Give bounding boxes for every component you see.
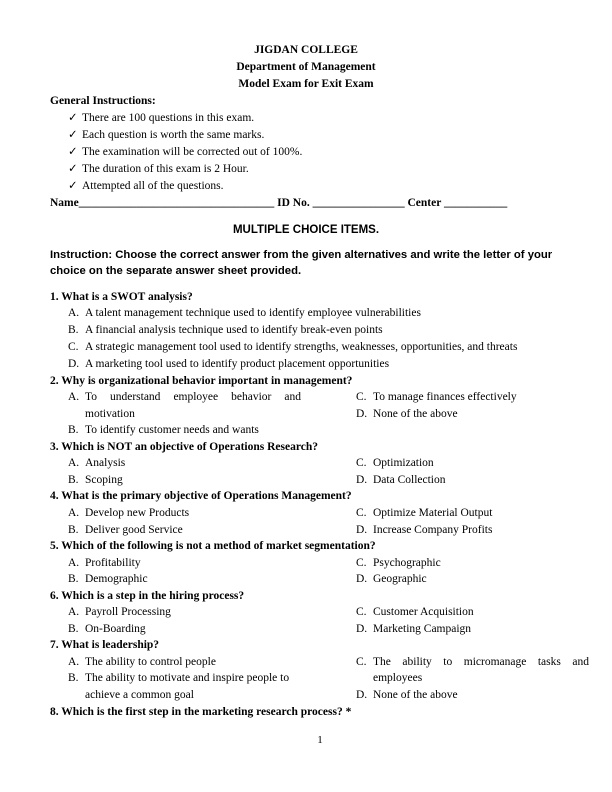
- exam-title: Model Exam for Exit Exam: [238, 78, 374, 90]
- question-1: 1. What is a SWOT analysis?: [50, 291, 193, 303]
- section-title: MULTIPLE CHOICE ITEMS.: [232, 224, 380, 236]
- section-instruction-line2: choice on the separate answer sheet provided.: [50, 265, 302, 277]
- question-5: 5. Which of the following is not a method of market segmentation?: [50, 540, 376, 552]
- q7-option-c-cont: employees: [373, 672, 423, 684]
- question-6: 6. Which is a step in the hiring process?: [50, 590, 245, 602]
- q7-option-c: C. The ability to micromanage tasks and: [356, 656, 589, 668]
- check-icon: ✓: [68, 129, 78, 141]
- q6-option-d: D. Marketing Campaign: [356, 623, 472, 635]
- id-blank[interactable]: ________________: [312, 197, 405, 209]
- q7-option-b: B. The ability to motivate and inspire people to: [68, 672, 290, 684]
- q6-option-b: B. On-Boarding: [68, 623, 146, 635]
- q7-option-d: D. None of the above: [356, 689, 458, 701]
- q2-option-a-cont: motivation: [85, 408, 135, 420]
- q2-option-c: C. To manage finances effectively: [356, 391, 517, 403]
- college-name: JIGDAN COLLEGE: [254, 44, 358, 56]
- question-3: 3. Which is NOT an objective of Operations Research?: [50, 441, 319, 453]
- page-number: 1: [317, 734, 323, 746]
- q4-option-d: D. Increase Company Profits: [356, 524, 493, 536]
- q5-option-c: C. Psychographic: [356, 557, 441, 569]
- q1-option-c: C. A strategic management tool used to identify strengths, weaknesses, opportunities, and threats: [68, 341, 518, 353]
- q1-option-a: A. A talent management technique used to identify employee vulnerabilities: [68, 307, 421, 319]
- q4-option-b: B. Deliver good Service: [68, 524, 183, 536]
- instruction-text: Each question is worth the same marks.: [82, 129, 265, 141]
- q3-option-a: A. Analysis: [68, 457, 126, 469]
- check-icon: ✓: [68, 146, 78, 158]
- q1-option-b: B. A financial analysis technique used to identify break-even points: [68, 324, 383, 336]
- name-label: Name: [50, 197, 79, 209]
- instruction-text: The duration of this exam is 2 Hour.: [82, 163, 249, 175]
- center-label: Center: [407, 197, 442, 209]
- question-8: 8. Which is the first step in the marketing research process? *: [50, 706, 352, 718]
- instruction-item: [68, 179, 224, 193]
- student-info-line: [50, 196, 507, 210]
- department-name: Department of Management: [236, 61, 376, 73]
- instruction-item: [68, 128, 264, 142]
- q3-option-b: B. Scoping: [68, 474, 123, 486]
- q1-option-d: D. A marketing tool used to identify product placement opportunities: [68, 358, 390, 370]
- instruction-item: [68, 145, 302, 159]
- instruction-text: The examination will be corrected out of 100%.: [82, 146, 303, 158]
- center-blank[interactable]: ___________: [443, 197, 508, 209]
- q5-option-a: A. Profitability: [68, 557, 141, 569]
- instruction-text: There are 100 questions in this exam.: [82, 112, 255, 124]
- instruction-text: Attempted all of the questions.: [82, 180, 224, 192]
- check-icon: ✓: [68, 163, 78, 175]
- q6-option-c: C. Customer Acquisition: [356, 606, 474, 618]
- q2-option-d: D. None of the above: [356, 408, 458, 420]
- question-4: 4. What is the primary objective of Operations Management?: [50, 490, 352, 502]
- id-label: ID No.: [277, 197, 310, 209]
- q4-option-c: C. Optimize Material Output: [356, 507, 493, 519]
- q6-option-a: A. Payroll Processing: [68, 606, 171, 618]
- check-icon: ✓: [68, 112, 78, 124]
- q4-option-a: A. Develop new Products: [68, 507, 190, 519]
- q5-option-d: D. Geographic: [356, 573, 427, 585]
- instruction-item: [68, 111, 254, 125]
- q7-option-b-cont: achieve a common goal: [85, 689, 194, 701]
- question-7: 7. What is leadership?: [50, 639, 160, 651]
- name-blank[interactable]: __________________________________: [78, 197, 275, 209]
- q5-option-b: B. Demographic: [68, 573, 148, 585]
- general-instructions-title: General Instructions:: [50, 95, 156, 107]
- section-instruction-line1: Instruction: Choose the correct answer from the given alternatives and write the letter of your: [50, 249, 553, 261]
- q3-option-c: C. Optimization: [356, 457, 434, 469]
- q7-option-a: A. The ability to control people: [68, 656, 216, 668]
- instruction-item: [68, 162, 249, 176]
- q3-option-d: D. Data Collection: [356, 474, 446, 486]
- q2-option-b: B. To identify customer needs and wants: [68, 424, 259, 436]
- question-2: 2. Why is organizational behavior important in management?: [50, 375, 353, 387]
- check-icon: ✓: [68, 180, 78, 192]
- q2-option-a: A. To understand employee behavior and: [68, 391, 301, 403]
